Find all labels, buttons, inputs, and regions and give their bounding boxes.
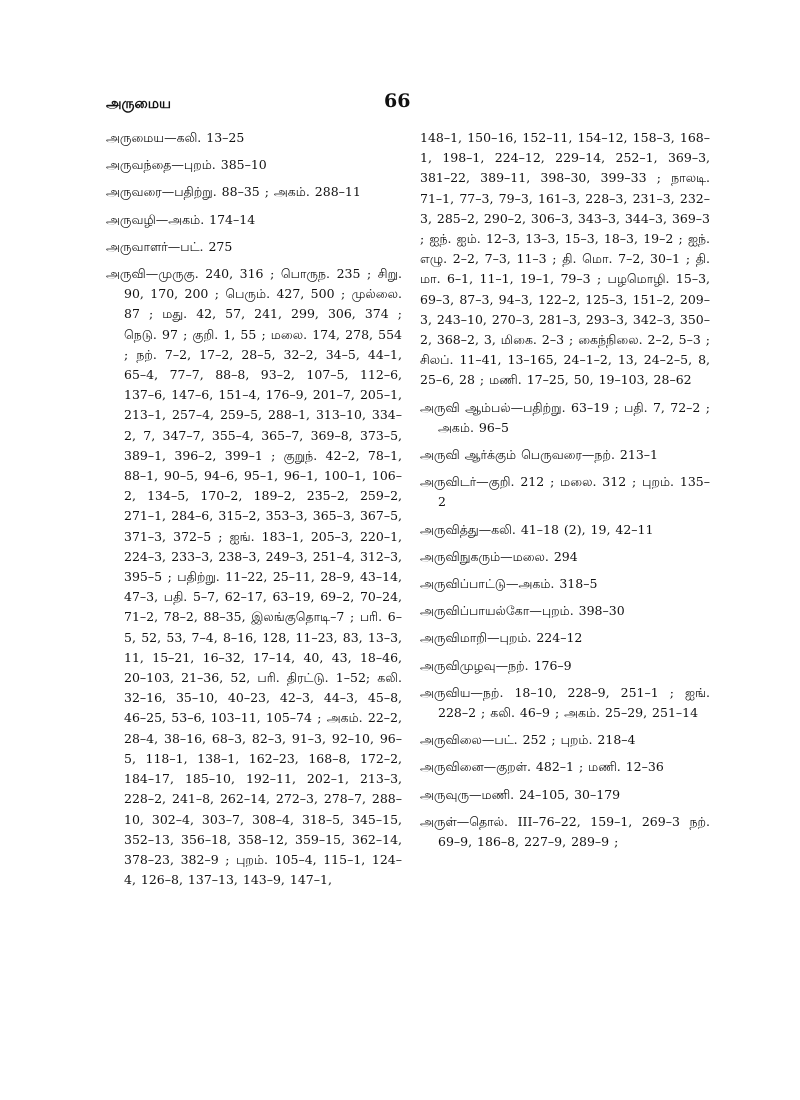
index-entry-continuation: 148–1, 150–16, 152–11, 154–12, 158–3, 168–1, 198–1, 224–12, 229–14, 252–1, 369–3, 381–22, 389–11, 398–30, 399–33 ; நாலடி. 71–1, 77–3, 79–3, 161–3, 228–3, 231–3, 232–3, 285–2, 290–2, 306–3, 343–3, 344–3, 369–3 ; ஐந். ஐம். 12–3, 13–3, 15–3, 18–3, 19–2 ; ஐந். எழு. 2–2, 7–3, 11–3 ; தி. மொ. 7–2, 30–1 ; தி. மா. 6–1, 11–1, 19–1, 79–3 ; பழமொழி. 15–3, 69–3, 87–3, 94–3, 122–2, 125–3, 151–2, 209–3, 243–10, 270–3, 281–3, 293–3, 342–3, 350–2, 368–2, 3, மிகை. 2–3 ; கைந்நிலை. 2–2, 5–3 ; சிலப். 11–41, 13–165, 24–1–2, 13, 24–2–5, 8, 25–6, 28 ; மணி. 17–25, 50, 19–103, 28–62: [420, 130, 711, 388]
index-entry: அருவி—முருகு. 240, 316 ; பொருந. 235 ; சிறு. 90, 170, 200 ; பெரும். 427, 500 ; முல்லை. 87 ; மது. 42, 57, 241, 299, 306, 374 ; நெடு. 97 ; குறி. 1, 55 ; மலை. 174, 278, 554 ; நற். 7–2, 17–2, 28–5, 32–2, 34–5, 44–1, 65–4, 77–7, 88–8, 93–2, 107–5, 112–6, 137–6, 147–6, 151–4, 176–9, 201–7, 205–1, 213–1, 257–4, 259–5, 288–1, 313–10, 334–2, 7, 347–7, 355–4, 365–7, 369–8, 373–5, 389–1, 396–2, 399–1 ; குறுந். 42–2, 78–1, 88–1, 90–5, 94–6, 95–1, 96–1, 100–1, 106–2, 134–5, 170–2, 189–2, 235–2, 259–2, 271–1, 284–6, 315–2, 353–3, 365–3, 367–5, 371–3, 372–5 ; ஐங். 183–1, 205–3, 220–1, 224–3, 233–3, 238–3, 249–3, 251–4, 312–3, 395–5 ; பதிற்று. 11–22, 25–11, 28–9, 43–14, 47–3, பதி. 5–7, 62–17, 63–19, 69–2, 70–24, 71–2, 78–2, 88–35, இலங்குதொடி–7 ; பரி. 6–5, 52, 53, 7–4, 8–16, 128, 11–23, 83, 13–3, 11, 15–21, 16–32, 17–14, 40, 43, 18–46, 20–103, 21–36, 52, பரி. திரட்டு. 1–52; கலி. 32–16, 35–10, 40–23, 42–3, 44–3, 45–8, 46–25, 53–6, 103–11, 105–74 ; அகம். 22–2, 28–4, 38–16, 68–3, 82–3, 91–3, 92–10, 96–5, 118–1, 138–1, 162–23, 168–8, 172–2, 184–17, 185–10, 192–11, 202–1, 213–3, 228–2, 241–8, 262–14, 272–3, 278–7, 288–10, 302–4, 303–7, 308–4, 318–5, 345–15, 352–13, 356–18, 358–12, 359–15, 362–14, 378–23, 382–9 ; புறம். 105–4, 115–1, 124–4, 126–8, 137–13, 143–9, 147–1,: [106, 266, 402, 888]
index-entry: அருவிப்பாட்டு—அகம். 318–5: [420, 576, 598, 592]
index-entry: அருவிநுகரும்—மலை. 294: [420, 548, 578, 564]
index-entry: அருவந்தை—புறம். 385–10: [106, 157, 267, 173]
index-entry: அருவி ஆம்பல்—பதிற்று. 63–19 ; பதி. 7, 72–2 ; அகம். 96–5: [420, 399, 710, 435]
page-number: 66: [384, 90, 411, 112]
index-entry: அருவழி—அகம். 174–14: [106, 211, 256, 227]
index-entry: அருவிமாறி—புறம். 224–12: [420, 630, 583, 646]
index-entry: அருவித்து—கலி. 41–18 (2), 19, 42–11: [420, 521, 654, 537]
right-column: [420, 128, 710, 859]
index-entry: அருமைய—கலி. 13–25: [106, 130, 245, 145]
index-entry: அருவாளர்—பட். 275: [106, 238, 233, 254]
index-entry: அருவி ஆர்க்கும் பெருவரை—நற். 213–1: [420, 447, 658, 463]
index-entry: அருவரை—பதிற்று. 88–35 ; அகம். 288–11: [106, 184, 361, 200]
index-entry: அருவிப்பாயல்கோ—புறம். 398–30: [420, 603, 625, 619]
index-entry: அருவிமுழவு—நற். 176–9: [420, 657, 572, 673]
index-entry: அருவுரு—மணி. 24–105, 30–179: [420, 786, 621, 802]
index-entry: அருவிடர்—குறி. 212 ; மலை. 312 ; புறம். 135–2: [420, 474, 710, 510]
left-column: [106, 128, 402, 897]
index-entry: அருள்—தொல். III–76–22, 159–1, 269–3 நற். 69–9, 186–8, 227–9, 289–9 ;: [420, 813, 710, 850]
running-head: அருமைய: [106, 96, 172, 112]
index-entry: அருவிய—நற். 18–10, 228–9, 251–1 ; ஐங். 228–2 ; கலி. 46–9 ; அகம். 25–29, 251–14: [420, 684, 710, 721]
index-entry: அருவிலை—பட். 252 ; புறம். 218–4: [420, 732, 636, 748]
index-entry: அருவினை—குறள். 482–1 ; மணி. 12–36: [420, 759, 664, 775]
